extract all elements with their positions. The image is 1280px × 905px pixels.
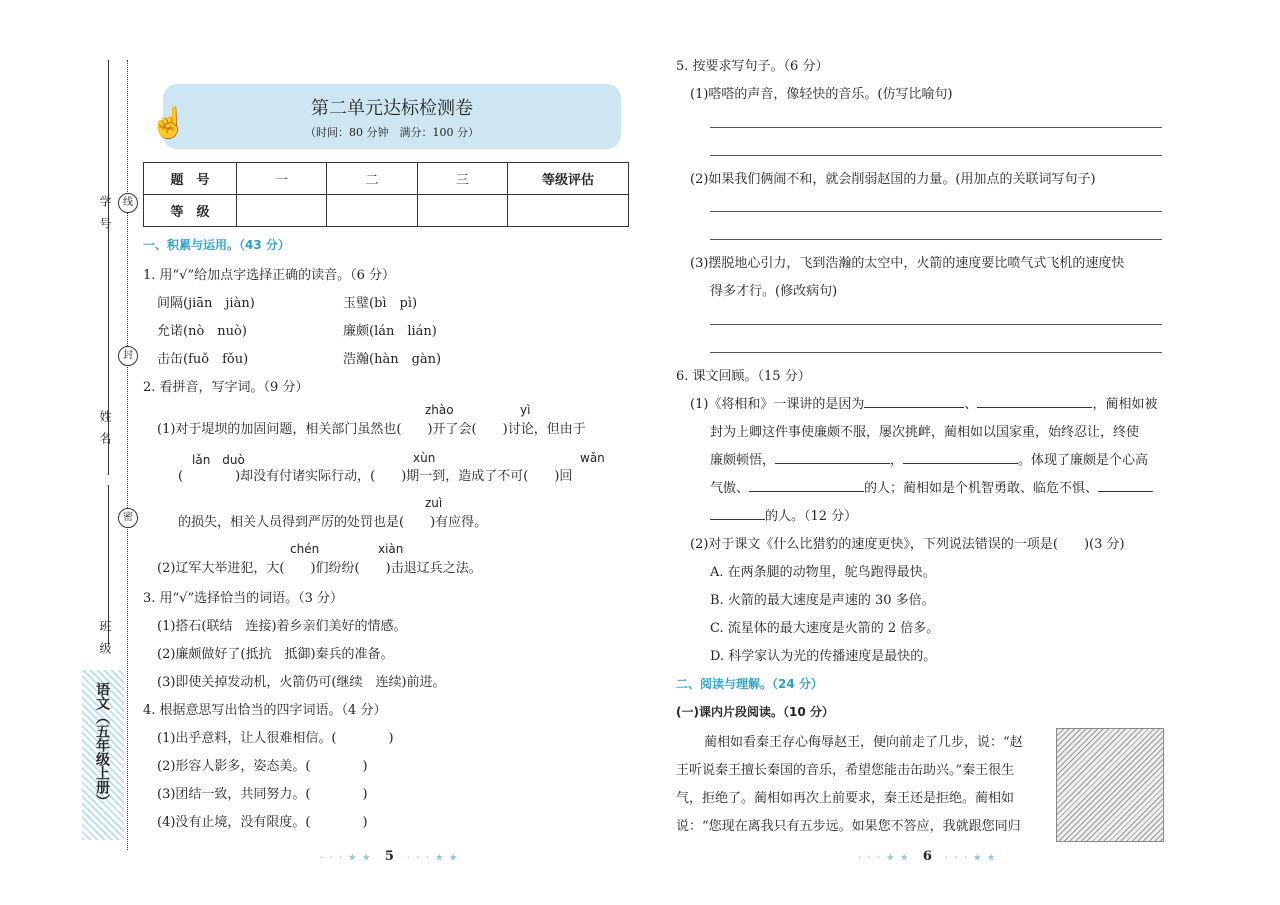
passage-line: 王听说秦王擅长秦国的音乐，希望您能击缶助兴。”秦王很生 [676,763,1015,778]
text: 、 [964,397,978,412]
text: 气傲、 [710,481,750,496]
star-decoration: · · · ★ ★ [320,852,372,862]
pinyin: wǎn [580,451,605,465]
question-2: 2. 看拼音，写字词。（9 分） [143,380,309,395]
text: ，蔺相如被 [1092,397,1158,412]
grade-cell[interactable] [237,195,327,227]
blank[interactable] [749,491,864,492]
q5-item: (2)如果我们俩闹不和，就会削弱赵国的力量。(用加点的关联词写句子) [690,172,1096,187]
question-6: 6. 课文回顾。（15 分） [676,369,811,384]
passage-line: 气，拒绝了。蔺相如再次上前要求，秦王还是拒绝。蔺相如 [676,791,1015,806]
header-cell: 等级评估 [508,163,629,195]
book-title: 语文（五年级上册） [94,682,110,808]
text: ， [890,453,904,468]
passage-line: 蔺相如看秦王存心侮辱赵王，便向前走了几步，说：“赵 [704,735,1023,750]
cut-line [127,60,128,850]
q1-item: 间隔(jiān jiàn) [157,296,255,311]
q5-item: (1)嗒嗒的声音，像轻快的音乐。(仿写比喻句) [690,87,953,102]
q2-line: (1)对于堤坝的加固问题，相关部门虽然也( )开了会( )讨论，但由于 [157,422,586,437]
q6-line: 封为上卿这件事使廉颇不服，屡次挑衅，蔺相如以国家重，始终忍让，终使 [710,425,1140,440]
section-heading: 二、阅读与理解。（24 分） [676,677,823,691]
seal-circle: 密 [118,508,138,528]
question-4: 4. 根据意思写出恰当的四字词语。（4 分） [143,703,387,718]
grade-cell[interactable] [508,195,629,227]
section-heading: 一、积累与运用。（43 分） [143,238,290,252]
q6-line [710,505,857,524]
q3-item: (3)即使关掉发动机，火箭仍可(继续 连续)前进。 [157,675,446,690]
q2-line: (2)辽军大举进犯，大( )们纷纷( )击退辽兵之法。 [157,561,482,576]
q5-item: (3)摆脱地心引力，飞到浩瀚的太空中，火箭的速度要比喷气式飞机的速度快 [690,256,1125,271]
q6-line [710,477,1153,496]
answer-line[interactable] [710,155,1162,156]
text: 的人；蔺相如是个机智勇敢、临危不惧、 [864,481,1099,496]
blank[interactable] [1098,491,1153,492]
option-d: D. 科学家认为光的传播速度是最快的。 [710,649,937,664]
seal-circle: 封 [118,346,138,366]
text: 。体现了廉颇是个心高 [1018,453,1149,468]
subsection-heading: (一)课内片段阅读。（10 分） [676,705,834,719]
blank[interactable] [903,463,1018,464]
q3-item: (2)廉颇做好了(抵抗 抵御)秦兵的准备。 [157,647,394,662]
q4-item: (1)出乎意料，让人很难相信。( ) [157,731,394,746]
page-number-right [858,845,997,864]
page-number: 6 [922,849,932,864]
blank[interactable] [864,407,964,408]
option-b: B. 火箭的最大速度是声速的 30 多倍。 [710,593,935,608]
pinyin: lǎn duò [192,453,245,467]
q3-item: (1)搭石(联结 连接)着乡亲们美好的情感。 [157,619,407,634]
passage-line: 说：“您现在离我只有五步远。如果您不答应，我就跟您同归 [676,819,1021,834]
option-a: A. 在两条腿的动物里，鸵鸟跑得最快。 [710,565,936,580]
option-c: C. 流星体的最大速度是火箭的 2 倍多。 [710,621,940,636]
student-no-label: 学号 [98,195,112,239]
header-cell: 题 号 [144,163,237,195]
q5-item: 得多才行。(修改病句) [710,284,838,299]
star-decoration: · · · ★ ★ [406,852,459,862]
page-title: 第二单元达标检测卷 [311,98,473,119]
grade-cell[interactable] [327,195,417,227]
blank[interactable] [775,463,890,464]
answer-line[interactable] [710,352,1162,353]
mascot-icon: ☝ [150,106,188,141]
question-3: 3. 用“√”选择恰当的词语。（3 分） [143,591,344,606]
pinyin: xiàn [378,542,404,556]
score-table [143,162,629,227]
answer-line[interactable] [710,211,1162,212]
star-decoration: · · · ★ ★ [944,852,997,862]
star-decoration: · · · ★ ★ [858,852,910,862]
pinyin: zuì [425,496,443,510]
page-number: 5 [384,849,394,864]
q1-item: 玉璧(bì pì) [343,296,418,311]
text: (1)《将相和》一课讲的是因为 [690,397,865,412]
q6-line [690,393,1157,412]
pinyin: zhào [425,403,454,417]
pinyin: xùn [413,451,436,465]
q1-item: 击缶(fuǒ fǒu) [157,352,249,367]
question-1: 1. 用“√”给加点字选择正确的读音。（6 分） [143,268,396,283]
pinyin: yì [520,403,531,417]
exam-info: （时间：80 分钟 满分：100 分） [305,126,479,139]
question-5: 5. 按要求写句子。（6 分） [676,59,829,74]
grade-cell[interactable] [417,195,507,227]
header-cell: 一 [237,163,327,195]
seal-circle: 线 [118,193,138,213]
page-number-left [320,845,459,864]
text: 的人。（12 分） [765,509,858,524]
q2-line: ( )却没有付诸实际行动，( )期一到，造成了不可( )回 [178,469,573,484]
answer-line[interactable] [710,239,1162,240]
class-label: 班级 [98,620,112,664]
illustration-image [1056,728,1164,842]
title-banner [163,84,621,149]
q6-question-2: (2)对于课文《什么比猎豹的速度更快》，下列说法错误的一项是( )(3 分) [690,537,1125,552]
grade-label: 等 级 [144,195,237,227]
q1-item: 廉颇(lán lián) [343,324,437,339]
header-cell: 三 [417,163,507,195]
q1-item: 允诺(nò nuò) [157,324,247,339]
blank[interactable] [977,407,1092,408]
q6-line [710,449,1148,468]
q4-item: (2)形容人影多，姿态美。( ) [157,759,368,774]
answer-line[interactable] [710,127,1162,128]
q1-item: 浩瀚(hàn gàn) [343,352,442,367]
pinyin: chén [290,542,320,556]
book-label [82,670,124,840]
header-cell: 二 [327,163,417,195]
blank[interactable] [710,519,765,520]
name-label: 姓名 [98,410,112,454]
q4-item: (3)团结一致，共同努力。( ) [157,787,368,802]
text: 廉颇顿悟， [710,453,776,468]
answer-line[interactable] [710,324,1162,325]
q4-item: (4)没有止境，没有限度。( ) [157,815,368,830]
q2-line: 的损失，相关人员得到严厉的处罚也是( )有应得。 [178,515,488,530]
